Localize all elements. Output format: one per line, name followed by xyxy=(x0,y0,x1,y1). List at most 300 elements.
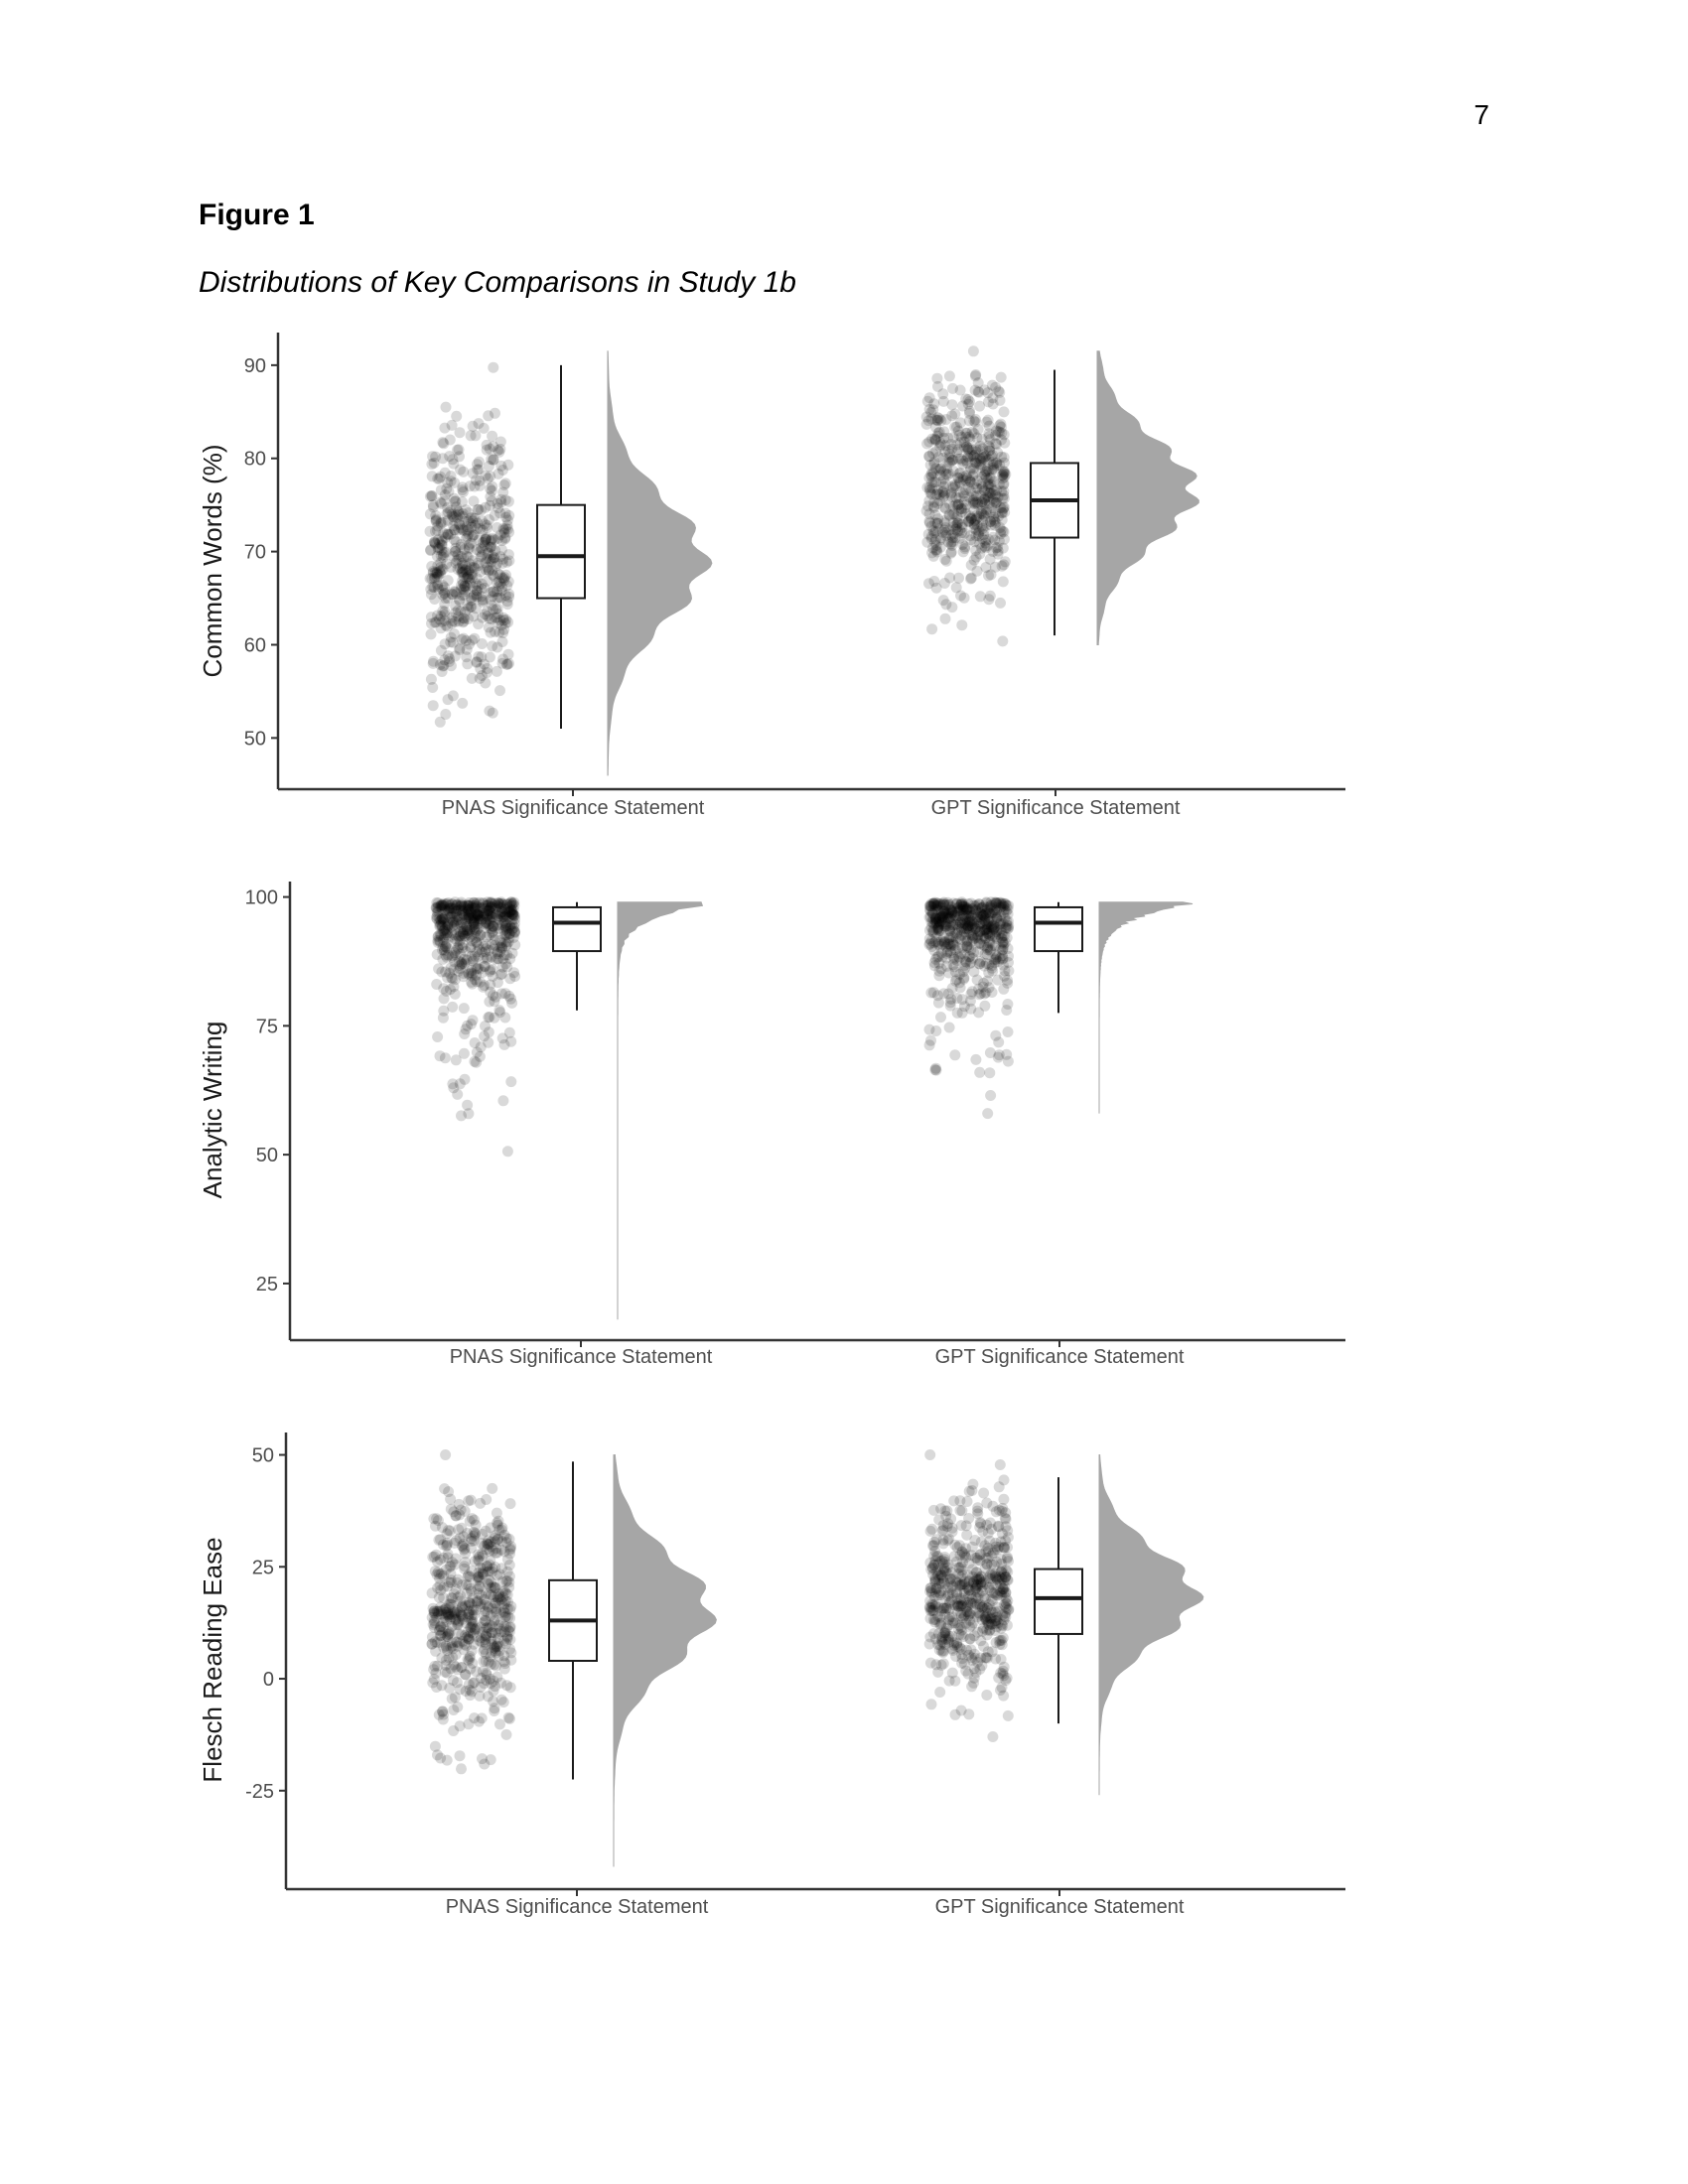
data-point xyxy=(985,478,996,489)
data-point xyxy=(938,988,949,999)
data-point xyxy=(440,1449,451,1460)
data-point xyxy=(1000,1587,1011,1598)
data-point xyxy=(981,1690,992,1701)
data-point xyxy=(482,931,492,942)
data-point xyxy=(425,526,436,537)
data-point xyxy=(923,495,934,506)
data-point xyxy=(436,539,447,550)
data-point xyxy=(472,459,483,470)
data-point xyxy=(998,502,1009,513)
data-point xyxy=(462,644,473,655)
data-point xyxy=(987,1731,998,1742)
data-point xyxy=(492,502,503,513)
data-point xyxy=(451,1662,462,1673)
data-point xyxy=(460,957,471,968)
data-point xyxy=(964,951,975,962)
data-point xyxy=(461,568,472,579)
data-point xyxy=(948,466,959,477)
data-point xyxy=(964,434,975,445)
data-point xyxy=(954,477,965,487)
data-point xyxy=(493,447,504,458)
data-point xyxy=(505,1682,516,1693)
data-point xyxy=(500,1576,511,1587)
data-point xyxy=(460,607,471,617)
data-point xyxy=(485,542,495,553)
data-point xyxy=(488,362,498,373)
data-point xyxy=(459,1003,470,1014)
data-point xyxy=(947,383,958,394)
data-point xyxy=(503,555,514,566)
data-point xyxy=(500,478,511,488)
data-point xyxy=(958,1612,969,1623)
data-point xyxy=(983,967,994,978)
data-point xyxy=(997,1639,1008,1650)
data-point xyxy=(997,635,1008,646)
data-point xyxy=(462,1100,473,1111)
data-point xyxy=(507,909,518,920)
data-point xyxy=(437,590,448,601)
data-point xyxy=(487,481,497,492)
data-point xyxy=(973,921,984,932)
data-point xyxy=(924,404,935,415)
data-point xyxy=(492,642,502,653)
data-point xyxy=(497,1095,508,1106)
series-1 xyxy=(425,351,712,775)
data-point xyxy=(494,614,505,625)
data-point xyxy=(944,1023,955,1033)
y-tick-label: 50 xyxy=(255,1145,278,1167)
data-point xyxy=(996,485,1007,496)
data-point xyxy=(949,1551,960,1562)
data-point xyxy=(926,1699,937,1709)
data-point xyxy=(930,1065,941,1076)
data-point xyxy=(467,1513,478,1524)
series-2 xyxy=(924,896,1194,1119)
data-point xyxy=(431,1682,442,1693)
data-point xyxy=(445,1494,456,1505)
data-point xyxy=(494,685,505,696)
data-point xyxy=(956,1593,967,1604)
data-point xyxy=(982,540,993,551)
data-point xyxy=(983,1617,994,1628)
data-point xyxy=(944,370,955,381)
data-point xyxy=(475,523,486,534)
data-point xyxy=(969,555,980,566)
data-point xyxy=(483,1012,493,1023)
data-point xyxy=(488,586,498,597)
data-point xyxy=(975,591,986,602)
y-tick-label: -25 xyxy=(245,1780,274,1803)
data-point xyxy=(441,402,452,413)
data-point xyxy=(491,561,501,572)
data-point xyxy=(428,501,439,512)
data-point xyxy=(926,467,937,478)
data-point xyxy=(1002,1603,1013,1614)
data-point xyxy=(457,1601,468,1612)
data-point xyxy=(956,1520,967,1531)
data-point xyxy=(944,453,955,464)
data-point xyxy=(944,1676,955,1687)
data-point xyxy=(440,638,451,649)
data-point xyxy=(433,1515,444,1526)
data-point xyxy=(956,1644,967,1655)
data-point xyxy=(496,544,507,555)
data-point xyxy=(939,554,950,565)
data-point xyxy=(960,1552,971,1563)
data-point xyxy=(925,1565,936,1575)
y-tick-label: 90 xyxy=(243,354,266,377)
data-point xyxy=(447,1592,458,1603)
data-point xyxy=(500,988,511,999)
data-point xyxy=(499,1039,510,1050)
data-point xyxy=(979,384,990,395)
data-point xyxy=(444,451,455,462)
iqr-box xyxy=(553,907,601,951)
data-point xyxy=(432,474,443,484)
data-point xyxy=(948,959,959,970)
data-point xyxy=(998,1671,1009,1682)
data-point xyxy=(983,570,994,581)
y-axis-title: Common Words (%) xyxy=(198,444,227,678)
data-point xyxy=(962,921,973,932)
data-point xyxy=(939,1552,950,1563)
x-tick-label: GPT Significance Statement xyxy=(934,1346,1185,1368)
data-point xyxy=(435,1555,446,1566)
data-point xyxy=(448,690,459,701)
data-point xyxy=(980,1578,991,1589)
data-point xyxy=(426,618,437,629)
data-point xyxy=(455,1078,466,1089)
data-point xyxy=(506,918,517,929)
data-point xyxy=(427,682,438,693)
y-tick-label: 25 xyxy=(255,1273,278,1296)
y-tick-label: 25 xyxy=(251,1557,274,1579)
y-tick-label: 50 xyxy=(251,1444,274,1467)
data-point xyxy=(983,428,994,439)
data-point xyxy=(962,1570,973,1580)
data-point xyxy=(926,547,937,558)
density-cloud xyxy=(1097,351,1198,645)
data-point xyxy=(990,1538,1001,1549)
data-point xyxy=(923,578,934,589)
y-tick-label: 100 xyxy=(244,887,278,909)
data-point xyxy=(473,1584,484,1595)
data-point xyxy=(449,920,460,931)
data-point xyxy=(995,395,1006,406)
density-cloud xyxy=(1099,1455,1203,1796)
data-point xyxy=(459,615,470,626)
data-point xyxy=(489,1676,499,1687)
data-point xyxy=(481,1494,492,1505)
data-point xyxy=(446,902,457,913)
data-point xyxy=(433,937,444,948)
data-point xyxy=(474,418,485,429)
data-point xyxy=(502,596,513,607)
data-point xyxy=(497,465,508,476)
data-point xyxy=(502,1146,513,1157)
data-point xyxy=(497,627,508,638)
data-point xyxy=(451,945,462,956)
data-point xyxy=(496,969,507,980)
data-point xyxy=(1003,1026,1014,1037)
data-point xyxy=(484,997,494,1008)
data-point xyxy=(996,932,1007,943)
data-point xyxy=(939,1639,950,1650)
data-point xyxy=(1000,1513,1011,1524)
data-point xyxy=(973,1007,984,1018)
data-point xyxy=(437,606,448,616)
data-point xyxy=(1002,1554,1013,1565)
data-point xyxy=(991,1579,1002,1590)
data-point xyxy=(946,399,957,410)
data-point xyxy=(949,1049,960,1060)
data-point xyxy=(457,634,468,645)
data-point xyxy=(926,623,937,634)
data-point xyxy=(973,483,984,494)
data-point xyxy=(473,1595,484,1606)
data-point xyxy=(940,614,951,624)
data-point xyxy=(924,484,935,495)
data-point xyxy=(990,954,1001,965)
data-point xyxy=(973,984,984,995)
data-point xyxy=(924,1024,935,1035)
data-point xyxy=(959,932,970,943)
data-point xyxy=(440,1660,451,1671)
data-point xyxy=(980,466,991,477)
data-point xyxy=(491,1605,501,1616)
data-point xyxy=(978,1488,989,1499)
data-point xyxy=(469,1056,480,1067)
data-point xyxy=(470,430,481,441)
data-point xyxy=(464,542,475,553)
data-point xyxy=(974,1067,985,1078)
data-point xyxy=(930,1659,941,1670)
data-point xyxy=(969,1630,980,1641)
data-point xyxy=(958,974,969,985)
data-point xyxy=(439,495,450,506)
data-point xyxy=(957,539,968,550)
data-point xyxy=(998,576,1009,587)
data-point xyxy=(440,1052,451,1063)
panel-2 xyxy=(198,882,1345,1368)
data-point xyxy=(986,1524,997,1535)
data-point xyxy=(430,452,441,463)
data-point xyxy=(495,529,506,540)
data-point xyxy=(993,546,1004,557)
y-tick-label: 70 xyxy=(243,541,266,564)
data-point xyxy=(496,940,507,951)
data-point xyxy=(487,600,497,611)
data-point xyxy=(494,1591,505,1602)
data-point xyxy=(484,1574,494,1585)
data-point xyxy=(972,1555,983,1566)
data-point xyxy=(998,559,1009,570)
data-point xyxy=(506,899,517,910)
data-point xyxy=(972,566,983,577)
data-point xyxy=(1002,978,1013,989)
data-point xyxy=(455,901,466,912)
data-point xyxy=(475,1635,486,1646)
data-point xyxy=(935,1618,946,1629)
data-point xyxy=(982,1108,993,1119)
data-point xyxy=(940,478,951,489)
data-point xyxy=(995,1459,1006,1470)
y-tick-label: 0 xyxy=(262,1669,274,1692)
data-point xyxy=(437,1706,448,1717)
data-point xyxy=(970,530,981,541)
data-point xyxy=(942,1535,953,1546)
data-point xyxy=(987,987,998,998)
data-point xyxy=(946,602,957,613)
data-point xyxy=(933,1628,944,1639)
data-point xyxy=(938,595,949,606)
data-point xyxy=(492,1641,502,1652)
data-point xyxy=(984,1067,995,1078)
data-point xyxy=(1002,999,1013,1010)
data-point xyxy=(455,1720,466,1731)
data-point xyxy=(1003,923,1014,934)
data-point xyxy=(434,566,445,577)
data-point xyxy=(985,1090,996,1101)
data-point xyxy=(932,415,943,426)
data-point xyxy=(505,1655,516,1666)
data-point xyxy=(469,1677,480,1688)
data-point xyxy=(492,953,502,964)
data-point xyxy=(466,977,477,988)
data-point xyxy=(503,649,514,660)
data-point xyxy=(475,1622,486,1633)
data-point xyxy=(490,1703,500,1713)
data-point xyxy=(974,1522,985,1533)
data-point xyxy=(467,673,478,684)
x-tick-label: GPT Significance Statement xyxy=(934,1896,1185,1918)
data-point xyxy=(466,1604,477,1615)
data-point xyxy=(939,1506,950,1517)
data-point xyxy=(967,1479,978,1490)
data-point xyxy=(426,628,437,639)
data-point xyxy=(505,1498,516,1509)
data-point xyxy=(937,951,948,962)
data-point xyxy=(499,572,510,583)
data-point xyxy=(490,1536,500,1547)
data-point xyxy=(972,1657,983,1668)
data-point xyxy=(970,370,981,381)
data-point xyxy=(490,408,500,419)
data-point xyxy=(938,426,949,437)
data-point xyxy=(976,902,987,913)
data-point xyxy=(935,1012,946,1023)
data-point xyxy=(489,1686,499,1697)
data-point xyxy=(492,1520,503,1531)
x-tick-label: PNAS Significance Statement xyxy=(441,797,705,819)
data-point xyxy=(469,495,480,506)
series-1 xyxy=(431,896,703,1319)
data-point xyxy=(939,578,950,589)
data-point xyxy=(938,1520,949,1531)
data-point xyxy=(990,1654,1001,1665)
data-point xyxy=(428,700,439,711)
data-point xyxy=(437,920,448,931)
data-point xyxy=(965,463,976,474)
data-point xyxy=(502,1554,513,1565)
x-tick-label: PNAS Significance Statement xyxy=(445,1896,709,1918)
data-point xyxy=(951,422,962,433)
data-point xyxy=(498,1697,509,1707)
data-point xyxy=(961,904,972,915)
data-point xyxy=(438,1013,449,1024)
data-point xyxy=(951,582,962,593)
data-point xyxy=(445,1642,456,1653)
data-point xyxy=(426,490,437,501)
data-point xyxy=(447,1002,458,1013)
data-point xyxy=(490,898,500,909)
data-point xyxy=(929,960,940,971)
data-point xyxy=(483,919,493,930)
data-point xyxy=(462,658,473,669)
data-point xyxy=(494,1718,505,1729)
data-point xyxy=(465,480,476,491)
density-cloud xyxy=(618,902,702,1319)
data-point xyxy=(466,1616,477,1627)
data-point xyxy=(456,1110,467,1121)
data-point xyxy=(436,967,447,978)
series-1 xyxy=(427,1449,717,1867)
data-point xyxy=(999,904,1010,915)
data-point xyxy=(995,528,1006,539)
data-point xyxy=(956,1505,967,1516)
figure-caption: Distributions of Key Comparisons in Study 1b xyxy=(199,266,796,299)
data-point xyxy=(969,1584,980,1595)
data-point xyxy=(441,508,452,519)
data-point xyxy=(956,1625,967,1636)
density-cloud xyxy=(614,1455,716,1867)
data-point xyxy=(974,401,985,412)
data-point xyxy=(484,945,494,956)
data-point xyxy=(472,1047,483,1058)
data-point xyxy=(436,622,447,633)
data-point xyxy=(926,1524,937,1535)
x-tick-label: PNAS Significance Statement xyxy=(449,1346,713,1368)
data-point xyxy=(944,524,955,535)
data-point xyxy=(490,1562,500,1572)
y-axis-title: Flesch Reading Ease xyxy=(198,1537,227,1783)
data-point xyxy=(505,1076,516,1087)
data-point xyxy=(970,1054,981,1065)
data-point xyxy=(979,494,990,505)
data-point xyxy=(991,1506,1002,1517)
data-point xyxy=(938,1576,949,1587)
data-point xyxy=(441,986,452,997)
data-point xyxy=(980,933,991,944)
data-point xyxy=(970,1667,981,1678)
data-point xyxy=(484,706,494,717)
data-point xyxy=(955,948,966,959)
data-point xyxy=(454,444,465,455)
data-point xyxy=(946,931,957,942)
data-point xyxy=(965,996,976,1007)
data-point xyxy=(1002,1574,1013,1585)
y-tick-label: 60 xyxy=(243,634,266,657)
data-point xyxy=(464,932,475,943)
data-point xyxy=(504,1713,515,1724)
data-point xyxy=(953,444,964,455)
data-point xyxy=(466,512,477,523)
iqr-box xyxy=(1035,907,1082,951)
data-point xyxy=(963,445,974,456)
data-point xyxy=(993,1036,1004,1047)
data-point xyxy=(475,1691,486,1702)
data-point xyxy=(457,698,468,709)
